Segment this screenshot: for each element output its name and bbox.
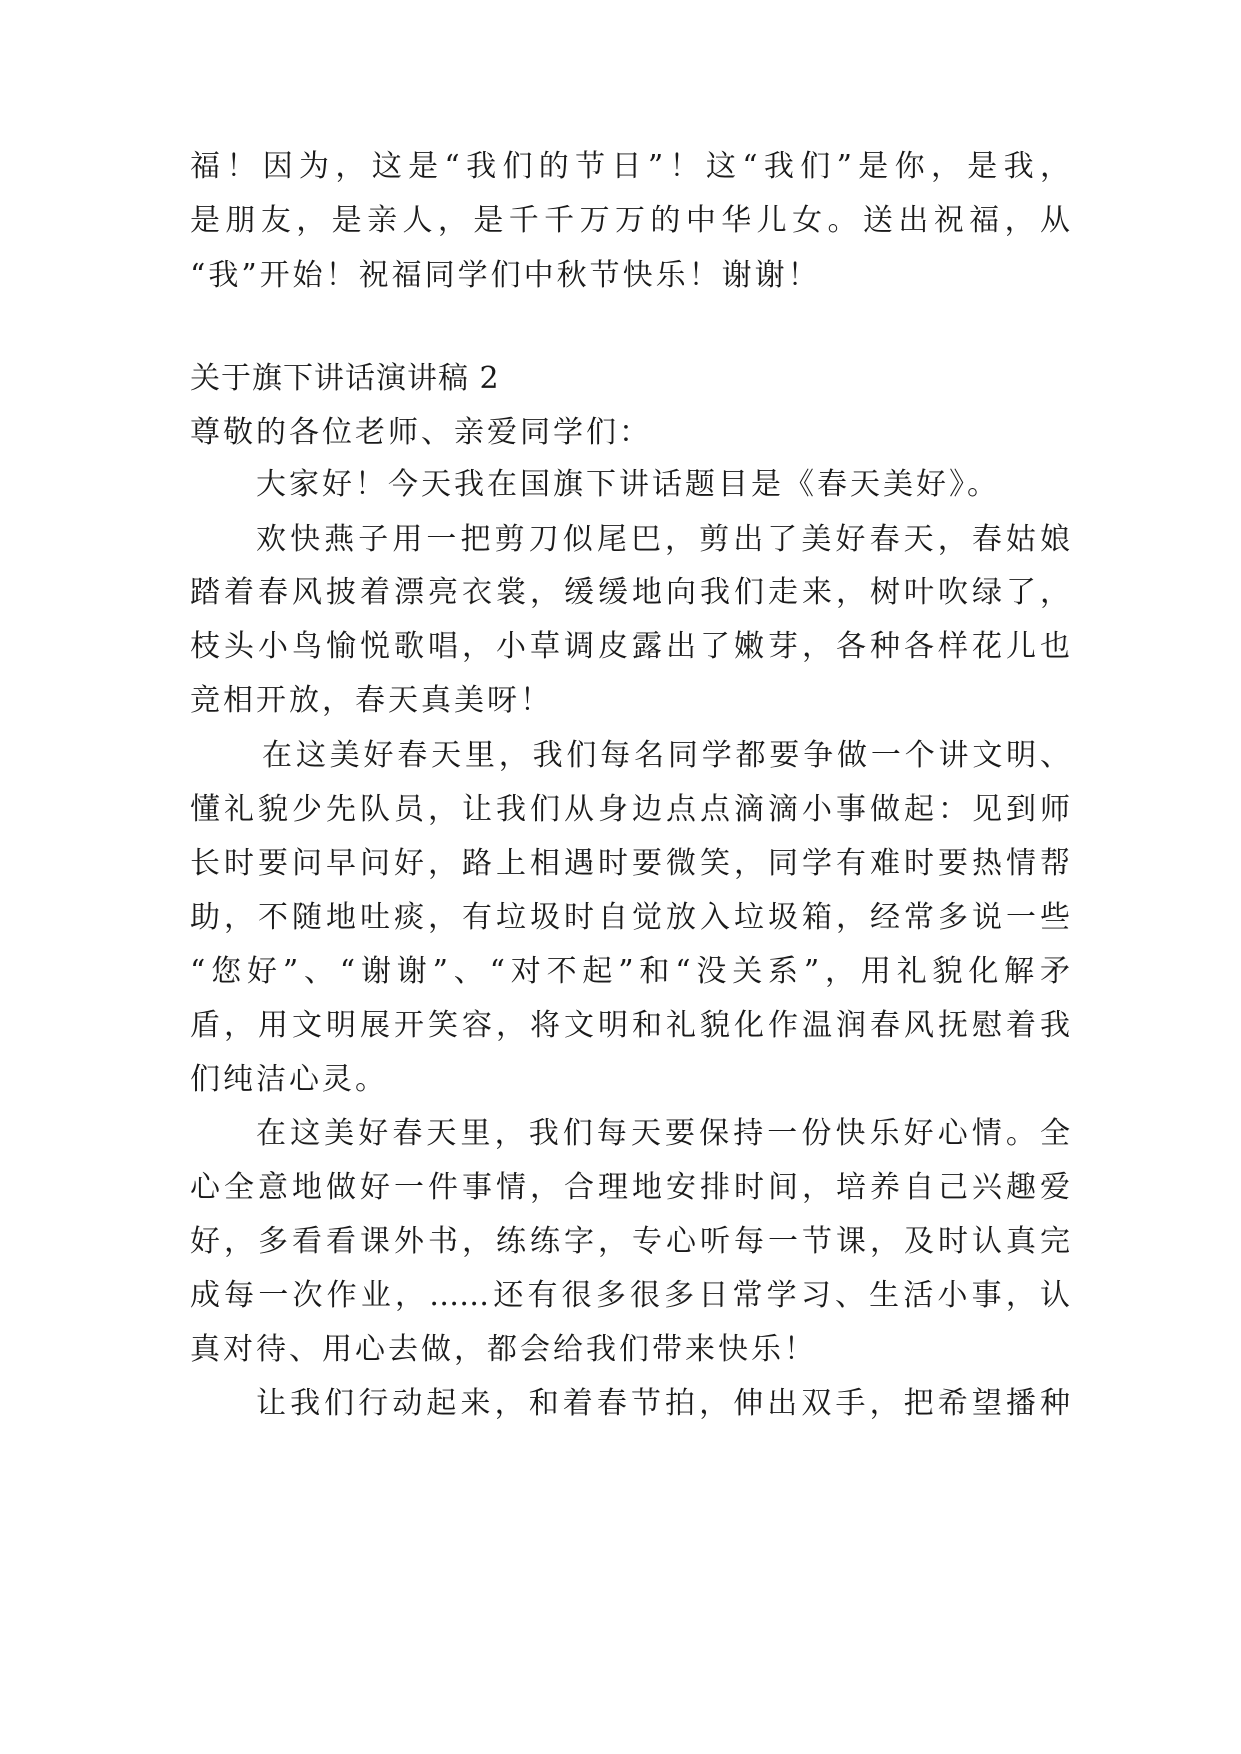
paragraph-line: 竞相开放，春天真美呀！ <box>190 683 553 718</box>
paragraph-line: 欢快燕子用一把剪刀似尾巴，剪出了美好春天，春姑娘 <box>256 522 1070 557</box>
paragraph-line: 让我们行动起来，和着春节拍，伸出双手，把希望播种 <box>256 1386 1070 1421</box>
text-line: 是朋友，是亲人，是千千万万的中华儿女。送出祝福，从 <box>190 203 1070 238</box>
paragraph-line: 真对待、用心去做，都会给我们带来快乐！ <box>190 1332 817 1367</box>
paragraph-line: 在这美好春天里，我们每名同学都要争做一个讲文明、 <box>262 738 1070 773</box>
paragraph-line: 成每一次作业，……还有很多很多日常学习、生活小事，认 <box>190 1278 1070 1313</box>
paragraph-line: 大家好！今天我在国旗下讲话题目是《春天美好》。 <box>256 467 1000 502</box>
paragraph-line: 踏着春风披着漂亮衣裳，缓缓地向我们走来，树叶吹绿了， <box>190 575 1070 610</box>
paragraph-line: 盾，用文明展开笑容，将文明和礼貌化作温润春风抚慰着我 <box>190 1008 1070 1043</box>
section-title: 关于旗下讲话演讲稿 2 <box>190 361 500 396</box>
paragraph-line: 在这美好春天里，我们每天要保持一份快乐好心情。全 <box>256 1116 1070 1151</box>
paragraph-line: 心全意地做好一件事情，合理地安排时间，培养自己兴趣爱 <box>190 1170 1070 1205</box>
paragraph-line: 们纯洁心灵。 <box>190 1062 388 1097</box>
paragraph-line: “您好”、“谢谢”、“对不起”和“没关系”，用礼貌化解矛 <box>190 954 1070 989</box>
salutation: 尊敬的各位老师、亲爱同学们： <box>190 415 652 450</box>
paragraph-line: 长时要问早问好，路上相遇时要微笑，同学有难时要热情帮 <box>190 846 1070 881</box>
text-line: “我”开始！祝福同学们中秋节快乐！谢谢！ <box>190 258 821 293</box>
paragraph-line: 好，多看看课外书，练练字，专心听每一节课，及时认真完 <box>190 1224 1070 1259</box>
paragraph-line: 助，不随地吐痰，有垃圾时自觉放入垃圾箱，经常多说一些 <box>190 900 1070 935</box>
text-line: 福！因为，这是“我们的节日”！这“我们”是你，是我， <box>190 149 1070 184</box>
paragraph-line: 懂礼貌少先队员，让我们从身边点点滴滴小事做起：见到师 <box>190 792 1070 827</box>
paragraph-line: 枝头小鸟愉悦歌唱，小草调皮露出了嫩芽，各种各样花儿也 <box>190 629 1070 664</box>
